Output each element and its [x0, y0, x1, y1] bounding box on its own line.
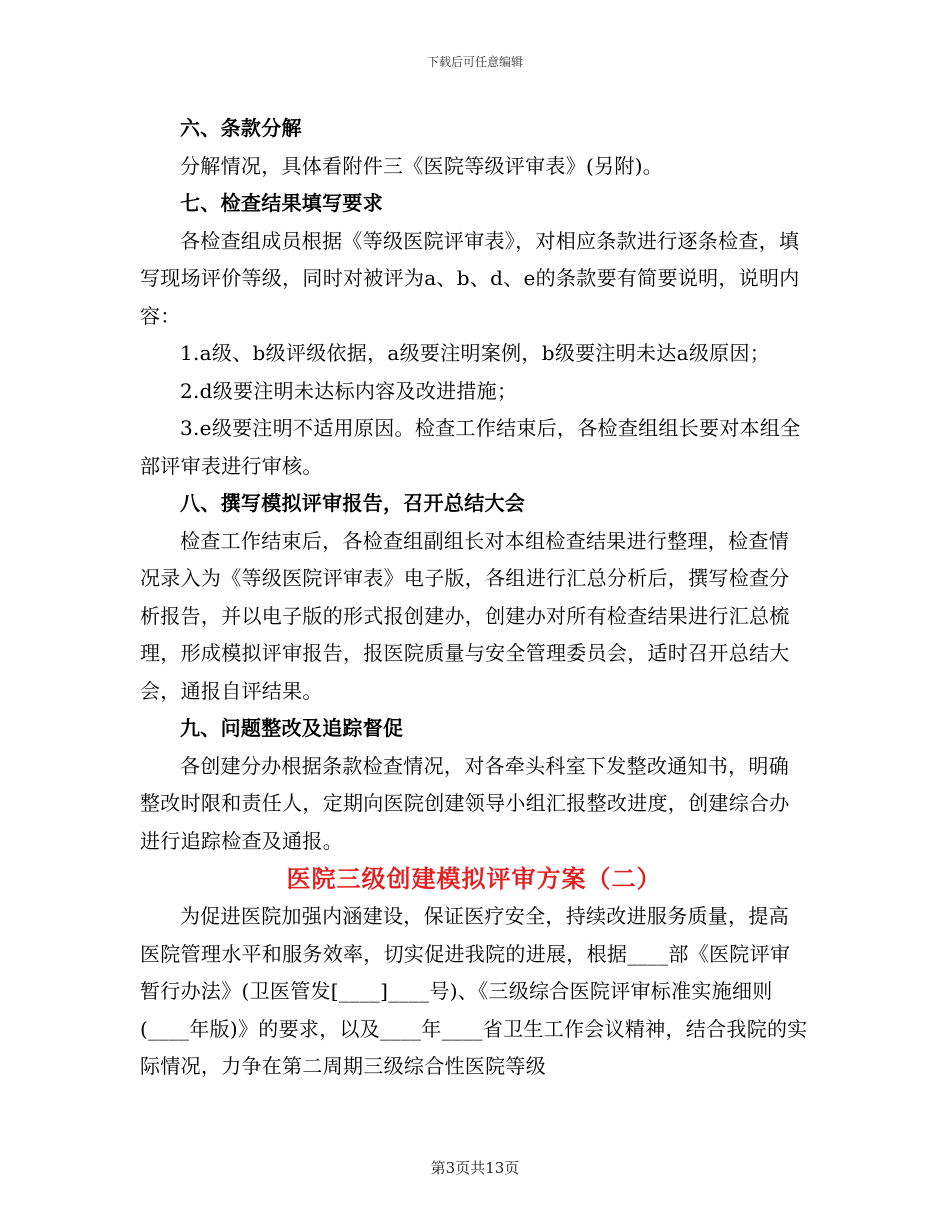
- section-heading: 八、撰写模拟评审报告，召开总结大会: [180, 491, 526, 515]
- list-item: 2.d级要注明未达标内容及改进措施；: [180, 378, 518, 403]
- list-item: 3.e级要注明不适用原因。检查工作结束后，各检查组组长要对本组全部评审表进行审核。: [140, 416, 801, 478]
- list-item: 1.a级、b级评级依据，a级要注明案例，b级要注明未达a级原因；: [180, 341, 771, 365]
- page-header: 下载后可任意编辑: [426, 55, 523, 69]
- intro-paragraph: 为促进医院加强内涵建设，保证医疗安全，持续改进服务质量，提高医院管理水平和服务效率，切实促进我院的进展，根据____部《医院评审暂行办法》(卫医管发[____]____号)、《三级综合医院评审标准实施细则(____年版)》的要求，以及____年____省卫生工作会议精神，结合我院的实际情况，力争在第二周期三级综合性医院等级: [140, 904, 808, 1078]
- paragraph: 各创建分办根据条款检查情况，对各牵头科室下发整改通知书，明确整改时限和责任人，定期向医院创建领导小组汇报整改进度，创建综合办进行追踪检查及通报。: [140, 753, 790, 853]
- paragraph: 分解情况，具体看附件三《医院等级评审表》(另附)。: [180, 153, 664, 178]
- section-heading: 六、条款分解: [180, 116, 302, 140]
- paragraph: 各检查组成员根据《等级医院评审表》，对相应条款进行逐条检查，填写现场评价等级，同时对被评为a、b、d、e的条款要有简要说明，说明内容：: [140, 228, 800, 328]
- document-title: 医院三级创建模拟评审方案（二）: [286, 864, 662, 893]
- section-heading: 七、检查结果填写要求: [180, 191, 383, 215]
- section-heading: 九、问题整改及追踪督促: [180, 716, 404, 740]
- page-footer: 第3页共13页: [430, 1159, 520, 1177]
- document-body: [140, 110, 808, 1086]
- paragraph: 检查工作结束后，各检查组副组长对本组检查结果进行整理，检查情况录入为《等级医院评审表》电子版，各组进行汇总分析后，撰写检查分析报告，并以电子版的形式报创建办，创建办对所有检查结果进行汇总梳理，形成模拟评审报告，报医院质量与安全管理委员会，适时召开总结大会，通报自评结果。: [140, 528, 790, 703]
